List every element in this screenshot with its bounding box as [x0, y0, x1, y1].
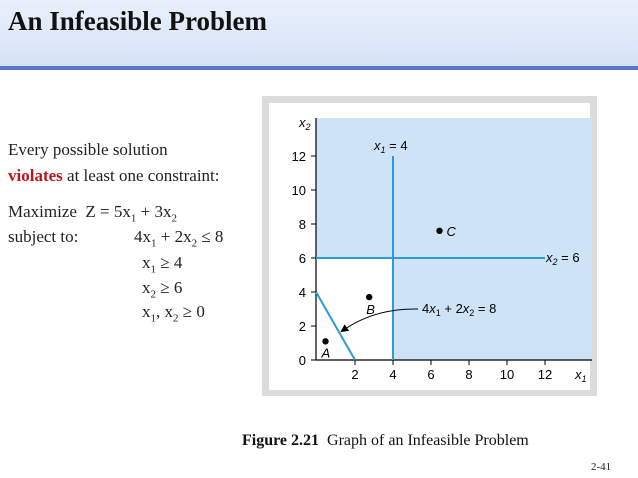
- label-x2-eq-6: $x_2 = 6$: [546, 250, 580, 267]
- slide-number: 2-41: [591, 461, 612, 473]
- y-tick-8: 8: [298, 217, 306, 232]
- constraint-2: $x_1 \ge 4$: [142, 253, 183, 276]
- caption-figure-number: Figure 2.21: [242, 432, 320, 449]
- constraint-4: $x_1$, $x_2 \ge 0$: [142, 302, 205, 325]
- x-tick-12: 12: [537, 367, 553, 382]
- y-tick-4: 4: [298, 285, 306, 300]
- y-tick-12: 12: [291, 149, 306, 164]
- x-tick-6: 6: [427, 367, 435, 382]
- shaded-region: [316, 118, 592, 360]
- label-x1-eq-4: $x_1 = 4$: [374, 138, 408, 155]
- point-b: [366, 294, 372, 300]
- subject-to-label: subject to:: [8, 227, 79, 246]
- point-a: [322, 338, 328, 344]
- violates-highlight: violates: [8, 166, 63, 185]
- x-tick-2: 2: [351, 367, 359, 382]
- label-constraint: $4x_1 + 2x_2 = 8$: [422, 301, 497, 318]
- y-ticks: [311, 156, 316, 360]
- y-tick-labels: [292, 149, 306, 368]
- x-tick-4: 4: [389, 367, 397, 382]
- x-ticks: [355, 360, 545, 365]
- x-tick-labels: [351, 367, 552, 382]
- point-label-b: B: [366, 302, 375, 318]
- point-label-c: C: [446, 223, 456, 239]
- y-axis-label: $x_2$: [299, 115, 311, 132]
- point-label-a: A: [321, 345, 331, 361]
- statement-line1: Every possible solution: [8, 140, 168, 159]
- statement-rest: at least one constraint:: [62, 166, 220, 185]
- x-tick-8: 8: [465, 367, 473, 382]
- constraint-3: $x_2 \ge 6$: [142, 278, 183, 301]
- y-tick-0: 0: [298, 353, 306, 368]
- point-c: [436, 228, 442, 234]
- x-tick-10: 10: [499, 367, 515, 382]
- x-axis-label: $x_1$: [575, 367, 587, 384]
- y-tick-2: 2: [298, 319, 306, 334]
- caption-text: Graph of an Infeasible Problem: [327, 432, 529, 449]
- objective-function: $Z = 5x_1 + 3x_2$: [85, 202, 177, 225]
- constraint-1: $4x_1 + 2x_2 \le 8$: [134, 227, 224, 250]
- y-tick-10: 10: [291, 183, 306, 198]
- figure-caption: [242, 432, 529, 450]
- y-tick-6: 6: [298, 251, 306, 266]
- slide-title: An Infeasible Problem: [8, 6, 268, 36]
- objective-label: Maximize: [8, 202, 77, 221]
